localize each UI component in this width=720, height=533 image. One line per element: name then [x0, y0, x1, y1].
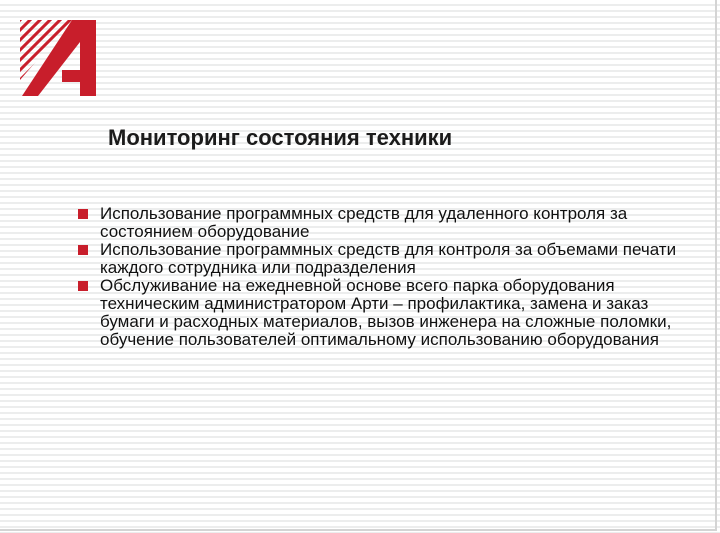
page-title: Мониторинг состояния техники: [108, 125, 453, 150]
bullet-item-remote-monitoring: [78, 205, 678, 241]
bullet-item-print-volume-control: [78, 241, 678, 277]
bullet-item-daily-service: [78, 277, 678, 349]
bullet-list: [78, 205, 678, 349]
bullet-text: Использование программных средств для контроля за объемами печати каждого сотрудника или подразделения: [100, 240, 677, 277]
red-square-bullet-icon: [78, 245, 88, 255]
red-square-bullet-icon: [78, 209, 88, 219]
logo-icon: [20, 20, 96, 96]
bullet-text: Использование программных средств для удаленного контроля за состоянием оборудование: [100, 204, 628, 241]
bullet-text: Обслуживание на ежедневной основе всего парка оборудования техническим администратором Арти – профилактика, замена и заказ бумаги и расходных материалов, вызов инженера на сложные поломки, обучение пользователей оптимальному использованию оборудования: [100, 276, 672, 349]
red-square-bullet-icon: [78, 281, 88, 291]
